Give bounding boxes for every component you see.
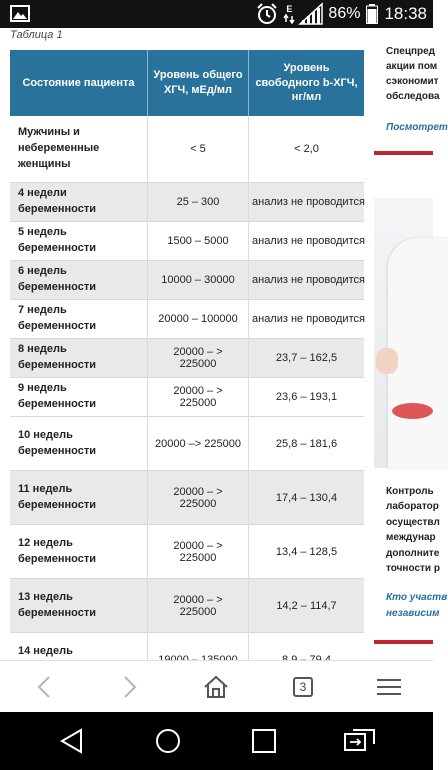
ad-divider xyxy=(374,151,433,155)
cell-free-beta-hcg: анализ не проводится xyxy=(252,235,365,247)
ad-text-line: междунар xyxy=(386,532,436,543)
ad-text-line: точности р xyxy=(386,563,440,574)
table-row xyxy=(10,339,364,378)
app-switch-icon xyxy=(344,728,376,754)
cell-patient-state: 13 недель беременности xyxy=(10,579,148,632)
system-home-button[interactable] xyxy=(148,712,188,770)
cell-total-hcg: 20000 – > 225000 xyxy=(148,339,249,377)
cell-total-hcg: 20000 – 100000 xyxy=(148,300,249,338)
cell-patient-state: 4 недели беременности xyxy=(10,183,148,221)
table-row xyxy=(10,183,364,222)
cell-free-beta-hcg: 17,4 – 130,4 xyxy=(275,491,338,504)
table-row xyxy=(10,471,364,525)
cell-free-beta-hcg: анализ не проводится xyxy=(252,313,365,325)
cell-total-hcg: 20000 – > 225000 xyxy=(148,471,249,524)
forward-button[interactable] xyxy=(110,661,150,713)
cell-total-hcg: 20000 –> 225000 xyxy=(148,417,249,470)
clock-time: 18:38 xyxy=(384,4,427,23)
cell-total-hcg: 20000 – > 225000 xyxy=(148,525,249,578)
table-row xyxy=(10,378,364,417)
ad-text-line: дополните xyxy=(386,548,440,559)
cell-free-beta-hcg: анализ не проводится xyxy=(252,196,365,208)
browser-toolbar xyxy=(0,660,433,712)
circle-home-icon xyxy=(154,727,182,755)
cell-total-hcg: < 5 xyxy=(148,116,249,182)
chevron-left-icon xyxy=(37,676,51,698)
tabs-button[interactable] xyxy=(283,661,323,713)
header-total-hcg: Уровень общего ХГЧ, мЕд/мл xyxy=(148,50,249,116)
alarm-icon xyxy=(256,3,278,25)
table-row xyxy=(10,525,364,579)
signal-strength-icon xyxy=(300,4,322,24)
cell-patient-state: 6 недель беременности xyxy=(10,261,148,299)
cell-free-beta-hcg: 23,7 – 162,5 xyxy=(275,352,338,364)
cell-patient-state: 11 недель беременности xyxy=(10,471,148,524)
cell-patient-state: 14 недель xyxy=(10,633,148,686)
ad-more-link[interactable]: Посмотрет xyxy=(386,122,448,133)
cell-free-beta-hcg: анализ не проводится xyxy=(252,274,365,286)
header-patient-state: Состояние пациента xyxy=(10,50,148,116)
system-back-button[interactable] xyxy=(52,712,92,770)
back-button[interactable] xyxy=(24,661,64,713)
square-recents-icon xyxy=(251,728,277,754)
ad-text-line: обследова xyxy=(386,91,440,102)
cell-free-beta-hcg: 13,4 – 128,5 xyxy=(275,545,338,558)
side-ads xyxy=(374,28,448,660)
status-bar xyxy=(0,0,433,28)
table-row xyxy=(10,261,364,300)
tab-count-badge: 3 xyxy=(293,677,313,697)
header-free-beta-hcg: Уровень свободного b-ХГЧ, нг/мл xyxy=(255,61,358,104)
home-button[interactable] xyxy=(196,661,236,713)
lab-photo xyxy=(374,198,433,468)
ad-divider xyxy=(374,640,433,644)
table-row xyxy=(10,417,364,471)
triangle-back-icon xyxy=(59,728,85,754)
system-navigation-bar xyxy=(0,712,433,770)
cell-patient-state: 10 недель беременности xyxy=(10,417,148,470)
table-caption: Таблица 1 xyxy=(10,29,63,41)
cell-patient-state: 5 недель беременности xyxy=(10,222,148,260)
web-content[interactable] xyxy=(0,28,448,660)
hamburger-menu-icon xyxy=(377,678,401,696)
cell-total-hcg: 20000 – > 225000 xyxy=(148,378,249,416)
ad-link-line[interactable]: Кто участв xyxy=(386,592,448,603)
battery-icon xyxy=(366,4,378,24)
menu-button[interactable] xyxy=(369,661,409,713)
cell-total-hcg: 10000 – 30000 xyxy=(148,261,249,299)
ad-text-line: осуществл xyxy=(386,517,440,528)
table-row xyxy=(10,579,364,633)
cell-patient-state: 7 недель беременности xyxy=(10,300,148,338)
cell-total-hcg: 25 – 300 xyxy=(148,183,249,221)
network-type-label: E xyxy=(286,4,293,14)
battery-percent: 86% xyxy=(328,5,361,22)
ad-text-line: лаборатор xyxy=(386,501,439,512)
ad-text-line: сэкономит xyxy=(386,76,439,87)
cell-patient-state: Мужчины и небеременные женщины xyxy=(10,116,148,182)
cell-patient-state: 9 недель беременности xyxy=(10,378,148,416)
table-row xyxy=(10,222,364,261)
cell-patient-state: 12 недель беременности xyxy=(10,525,148,578)
cell-patient-state: 8 недель беременности xyxy=(10,339,148,377)
table-header-row xyxy=(10,50,364,116)
system-switch-app-button[interactable] xyxy=(340,712,380,770)
chevron-right-icon xyxy=(123,676,137,698)
cell-free-beta-hcg: 14,2 – 114,7 xyxy=(276,599,337,612)
system-recents-button[interactable] xyxy=(244,712,284,770)
gallery-notification-icon xyxy=(10,5,30,22)
hcg-levels-table xyxy=(10,50,364,687)
ad-text-line: Спецпред xyxy=(386,46,436,57)
table-row xyxy=(10,116,364,183)
ad-link-line[interactable]: независим xyxy=(386,608,440,619)
cell-total-hcg: 20000 – > 225000 xyxy=(148,579,249,632)
cell-free-beta-hcg: < 2,0 xyxy=(294,143,319,155)
cell-total-hcg: 1500 – 5000 xyxy=(148,222,249,260)
ad-text-line: Контроль xyxy=(386,486,434,497)
data-transfer-icon xyxy=(284,14,294,24)
cell-free-beta-hcg: 23,6 – 193,1 xyxy=(275,391,338,403)
table-row xyxy=(10,300,364,339)
ad-text-line: акции пом xyxy=(386,61,438,72)
cell-free-beta-hcg: 25,8 – 181,6 xyxy=(275,437,338,450)
home-icon xyxy=(203,675,229,699)
